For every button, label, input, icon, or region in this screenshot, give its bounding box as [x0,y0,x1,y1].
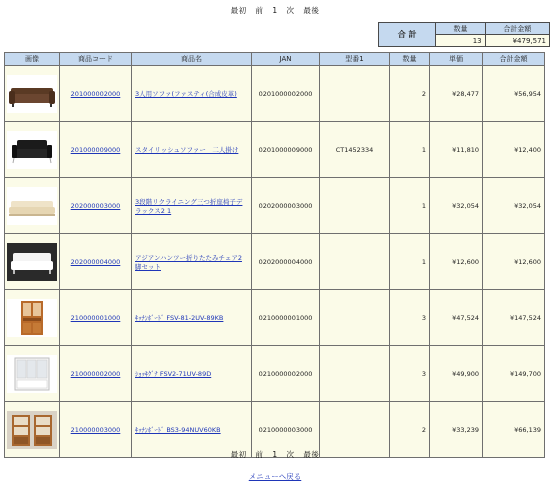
black-two-seat-sofa-icon[interactable] [7,131,57,169]
table-row [5,122,545,178]
table-row [5,234,545,290]
summary-table [378,22,550,47]
product-name-cell [132,66,252,122]
product-name-cell [132,122,252,178]
pager-prev: 前 [255,6,264,15]
price-cell: ¥28,477 [430,66,483,122]
qty-cell: 1 [390,178,430,234]
model-cell [320,178,390,234]
product-name-cell [132,290,252,346]
product-code-cell [60,234,132,290]
back-to-menu-link[interactable]: メニューへ戻る [248,472,302,481]
pager-prev: 前 [255,450,264,459]
product-name-link[interactable]: アジアンハンツー折りたたみチェア2脚セット [135,253,242,271]
total-cell: ¥12,400 [483,122,545,178]
price-cell: ¥11,810 [430,122,483,178]
col-header-name: 商品名 [132,53,252,66]
model-cell [320,66,390,122]
product-code-cell [60,122,132,178]
jan-cell: 0202000004000 [252,234,320,290]
total-cell: ¥32,054 [483,178,545,234]
jan-cell: 0210000002000 [252,346,320,402]
product-name-link[interactable]: ｷｯﾁﾝﾎﾞｰﾄﾞ BS3-94NUV60KB [135,426,221,434]
image-cell [5,122,60,178]
summary-qty-header: 数量 [436,23,485,35]
image-cell [5,234,60,290]
product-code-cell [60,290,132,346]
product-name-cell [132,234,252,290]
total-cell: ¥149,700 [483,346,545,402]
table-row [5,346,545,402]
price-cell: ¥49,900 [430,346,483,402]
footer [0,471,550,482]
qty-cell: 3 [390,346,430,402]
product-name-link[interactable]: 3人用ソファ(ファスティ(合成皮革) [135,90,237,98]
product-code-cell [60,66,132,122]
model-cell [320,346,390,402]
pager-current-page: 1 [272,450,278,459]
qty-cell: 1 [390,234,430,290]
pager-bottom [0,449,550,460]
col-header-image: 画像 [5,53,60,66]
pager-current-page: 1 [272,6,278,15]
product-code-cell [60,178,132,234]
product-code-link[interactable]: 210000003000 [70,425,121,434]
price-cell: ¥12,600 [430,234,483,290]
jan-cell: 0210000001000 [252,290,320,346]
pager-next: 次 [286,450,295,459]
model-cell [320,234,390,290]
summary-amount: ¥479,571 [485,35,549,47]
qty-cell: 3 [390,290,430,346]
qty-cell: 1 [390,122,430,178]
wooden-cupboard-icon[interactable] [7,299,57,337]
cart-table [4,52,545,458]
total-cell: ¥66,139 [483,402,545,458]
col-header-jan: JAN [252,53,320,66]
product-code-link[interactable]: 201000002000 [70,89,121,98]
product-name-link[interactable]: スタイリッシュソファー 二人掛け [135,146,239,154]
pager-last: 最後 [303,450,320,459]
col-header-qty: 数量 [390,53,430,66]
image-cell [5,346,60,402]
product-code-link[interactable]: 202000004000 [70,257,121,266]
product-code-link[interactable]: 210000001000 [70,313,121,322]
product-code-cell [60,346,132,402]
pager-first: 最初 [230,450,247,459]
table-row [5,178,545,234]
summary-qty: 13 [436,35,485,47]
pager-last: 最後 [303,6,320,15]
total-cell: ¥12,600 [483,234,545,290]
jan-cell: 0202000003000 [252,178,320,234]
pager-first: 最初 [230,6,247,15]
col-header-price: 単価 [430,53,483,66]
price-cell: ¥32,054 [430,178,483,234]
image-cell [5,178,60,234]
cream-reclining-sofa-icon[interactable] [7,187,57,225]
pager-next: 次 [286,6,295,15]
col-header-total: 合計金額 [483,53,545,66]
product-code-link[interactable]: 202000003000 [70,201,121,210]
total-cell: ¥56,954 [483,66,545,122]
table-row [5,66,545,122]
table-row [5,290,545,346]
col-header-code: 商品コード [60,53,132,66]
price-cell: ¥47,524 [430,290,483,346]
product-code-link[interactable]: 201000009000 [70,145,121,154]
wooden-shelves-icon[interactable] [7,411,57,449]
qty-cell: 2 [390,66,430,122]
col-header-model: 型番1 [320,53,390,66]
jan-cell: 0201000002000 [252,66,320,122]
image-cell [5,290,60,346]
product-code-link[interactable]: 210000002000 [70,369,121,378]
product-name-link[interactable]: ｷｯﾁﾝﾎﾞｰﾄﾞ FSV-81-2UV-89KB [135,314,224,322]
total-cell: ¥147,524 [483,290,545,346]
white-cabinet-icon[interactable] [7,355,57,393]
table-header-row [5,53,545,66]
product-name-link[interactable]: 3段階リクライニング三つ折座椅子デラックス2 1 [135,197,243,215]
product-name-cell [132,178,252,234]
jan-cell: 0210000003000 [252,402,320,458]
summary-amount-header: 合計金額 [485,23,549,35]
image-cell [5,66,60,122]
brown-leather-sofa-icon[interactable] [7,75,57,113]
product-name-link[interactable]: ｼｮｯｷｸﾞﾅ FSV2-71UV-89D [135,370,212,378]
white-folding-sofa-icon[interactable] [7,243,57,281]
pager-top [0,5,550,16]
model-cell: CT1452334 [320,122,390,178]
product-name-cell [132,346,252,402]
summary-label: 合 計 [379,23,436,47]
jan-cell: 0201000009000 [252,122,320,178]
qty-cell: 2 [390,402,430,458]
price-cell: ¥33,239 [430,402,483,458]
model-cell [320,290,390,346]
